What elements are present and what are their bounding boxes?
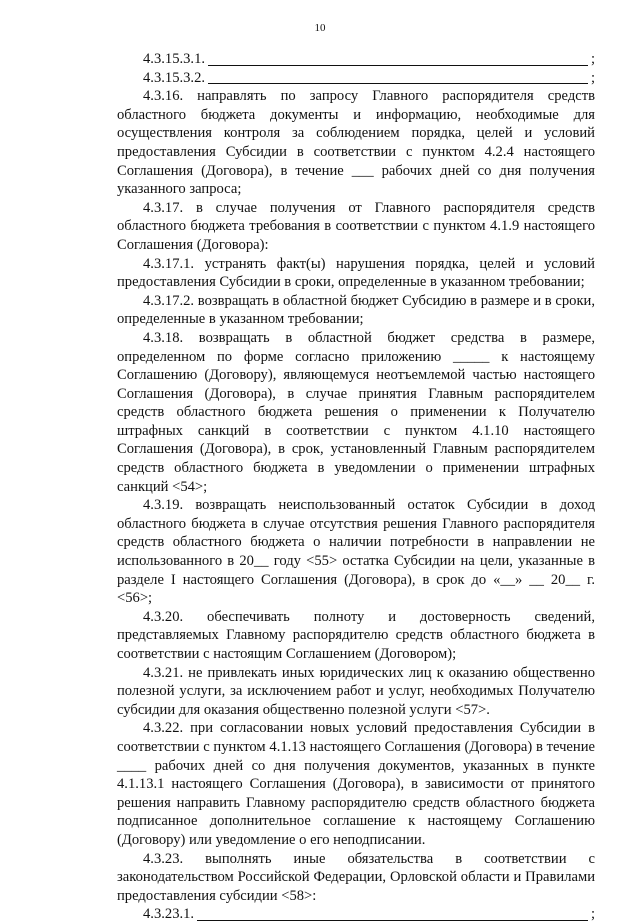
clause-number: 4.3.23.1.	[143, 906, 195, 923]
fill-in-line	[208, 69, 588, 84]
clause-number: 4.3.15.3.1.	[143, 51, 206, 67]
clause-terminator: ;	[590, 51, 595, 67]
page-number: 10	[314, 22, 326, 34]
clause-terminator: ;	[590, 906, 595, 923]
clause-paragraph: 4.3.20. обеспечивать полноту и достоверность сведений, представляемых Главному распорядителю средств областного бюджета в соответствии с настоящим Соглашением (Договором);	[117, 608, 595, 662]
clause-terminator: ;	[590, 69, 595, 86]
clause-paragraph: 4.3.21. не привлекать иных юридических лиц к оказанию общественно полезной услуги, за исключением работ и услуг, необходимых Получателю субсидии для оказания общественно полезной услуги <57>.	[117, 664, 595, 718]
clause-number: 4.3.15.3.2.	[143, 69, 206, 86]
clause-paragraph: 4.3.23. выполнять иные обязательства в соответствии с законодательством Российской Федерации, Орловской области и Правилами предоставления субсидии <58>:	[117, 850, 595, 904]
clause-paragraph: 4.3.17.2. возвращать в областной бюджет Субсидию в размере и в сроки, определенные в указанном требовании;	[117, 292, 595, 328]
clause-paragraph: 4.3.16. направлять по запросу Главного распорядителя средств областного бюджета документы и информацию, необходимые для осуществления контроля за соблюдением порядка, целей и условий предоставления Субсидии в соответствии с пунктом 4.2.4 настоящего Соглашения (Договора), в течение ___ рабочих дней со дня получения указанного запроса;	[117, 88, 595, 198]
clause-paragraph: 4.3.18. возвращать в областной бюджет средства в размере, определенном по форме согласно приложению _____ к настоящему Соглашению (Договору), являющемуся неотъемлемой частью настоящего Соглашения (Договора), в случае принятия Главным распорядителем средств областного бюджета решения о применении к Получателю штрафных санкций в соответствии с пунктом 4.1.10 настоящего Соглашения (Договора), в срок, установленный Главным распорядителем средств областного бюджета в уведомлении о применении штрафных санкций <54>;	[117, 329, 595, 495]
clause-blank-line	[117, 50, 595, 69]
clause-paragraph: 4.3.22. при согласовании новых условий предоставления Субсидии в соответствии с пунктом 4.1.13 настоящего Соглашения (Договора) в течение ____ рабочих дней со дня получения документов, указанных в пункте 4.1.13.1 настоящего Соглашения (Договора), в зависимости от принятого решения направить Главному распорядителю средств областного бюджета подписанное дополнительное соглашение к настоящему Соглашению (Договору) или уведомление о его неподписании.	[117, 720, 595, 848]
clause-paragraph: 4.3.17.1. устранять факт(ы) нарушения порядка, целей и условий предоставления Субсидии в сроки, определенные в указанном требовании;	[117, 255, 595, 291]
clause-blank-line	[117, 69, 595, 88]
clause-paragraph: 4.3.19. возвращать неиспользованный остаток Субсидии в доход областного бюджета в случае отсутствия решения Главного распорядителя средств областного бюджета о наличии потребности в направлении не использованного в 20__ году <55> остатка Субсидии на цели, указанные в разделе I настоящего Соглашения (Договора), в срок до «__» __ 20__ г. <56>;	[117, 497, 595, 607]
clause-blank-line	[117, 905, 595, 924]
fill-in-line	[197, 906, 588, 921]
clause-paragraph: 4.3.17. в случае получения от Главного распорядителя средств областного бюджета требования в соответствии с пунктом 4.1.9 настоящего Соглашения (Договора):	[117, 199, 595, 253]
fill-in-line	[208, 51, 588, 66]
document-body	[117, 50, 595, 924]
